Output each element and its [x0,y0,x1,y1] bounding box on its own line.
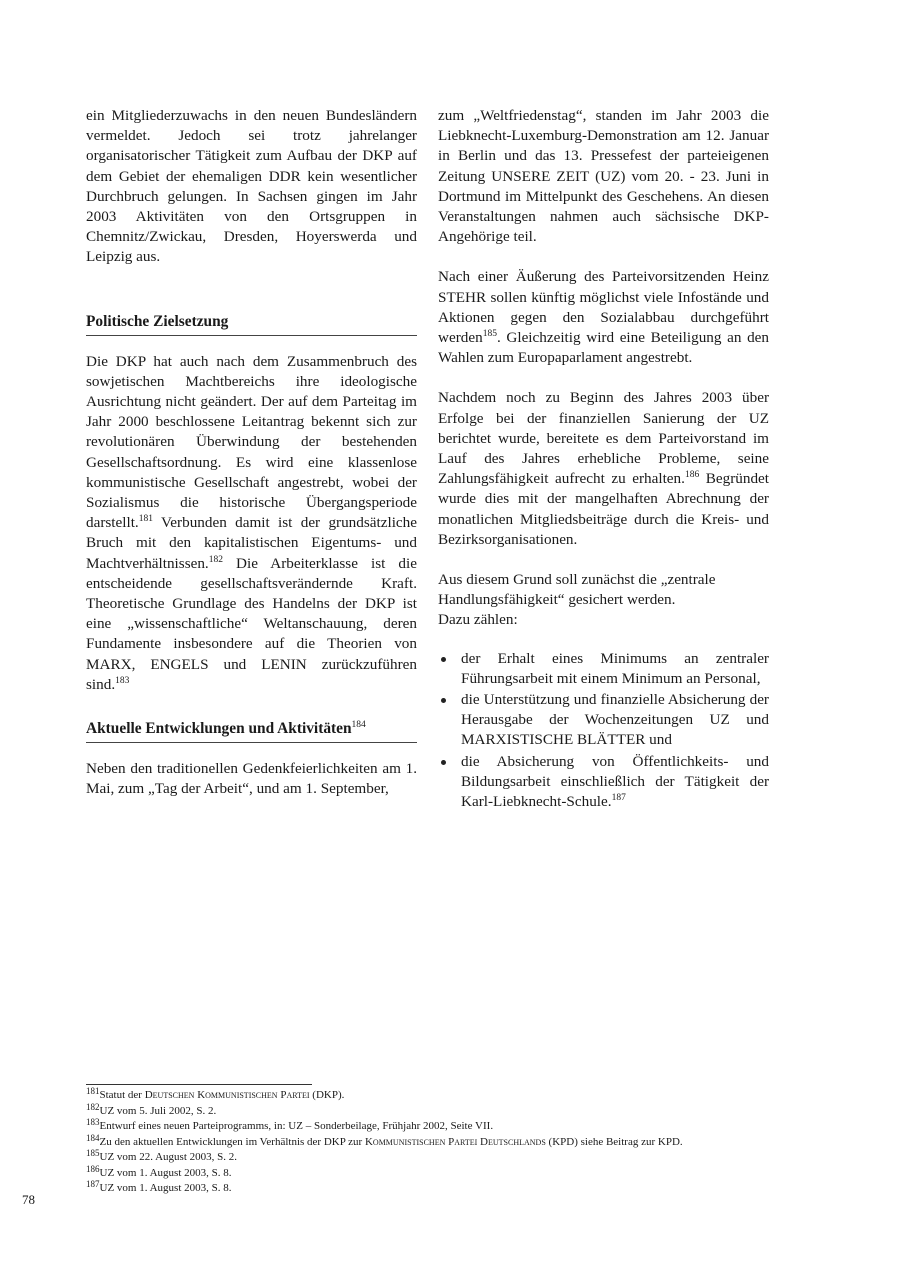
paragraph-capability: Aus diesem Grund soll zunächst die „zentrale Handlungsfähigkeit“ gesichert werden. Dazu zählen: [438,571,716,629]
footnote-ref-184[interactable]: 184 [351,720,366,731]
paragraph-membership: ein Mitgliederzuwachs in den neuen Bundesländern vermeldet. Jedoch sei trotz jahrelanger organisatorischer Tätigkeit zum Aufbau der DKP auf dem Gebiet der ehemaligen DDR kein wesentlicher Durchbruch gelungen. In Sachsen gingen im Jahr 2003 Aktivitäten von den Ortsgruppen in Chemnitz/Zwickau, Dresden, Hoyerswerda und Leipzig aus. [86,107,417,266]
footnote-ref-187[interactable]: 187 [611,793,626,804]
footnote-ref-181[interactable]: 181 [138,514,153,525]
footnote-183: $^{183}$Entwurf eines neuen Parteiprogramms, in: UZ – Sonderbeilage, Frühjahr 2002, Seite VII. [86,1117,494,1132]
section-heading-political-goals: Politische Zielsetzung [86,312,417,336]
footnote-divider [86,1084,312,1085]
footnote-185: $^{185}$UZ vom 22. August 2003, S. 2. [86,1148,238,1163]
bullet-icon [441,698,446,703]
list-item: die Unterstützung und finanzielle Absicherung der Herausgabe der Wochenzeitungen UZ und MARXISTISCHE BLÄTTER und [438,690,769,751]
paragraph-commemorations: Neben den traditionellen Gedenkfeierlichkeiten am 1. Mai, zum „Tag der Arbeit“, und am 1. September, [86,760,417,798]
footnote-ref-183[interactable]: 183 [115,675,130,686]
page-number: 78 [22,1192,35,1207]
footnote-184: $^{184}$Zu den aktuellen Entwicklungen im Verhältnis der DKP zur Kommunistischen Partei Deutschlands (KPD) siehe Beitrag zur KPD. [86,1132,683,1148]
bullet-icon [441,760,446,765]
paragraph-events: zum „Weltfriedenstag“, standen im Jahr 2003 die Liebknecht-Luxemburg-Demonstration am 12. Januar in Berlin und das 13. Pressefest der parteieigenen Zeitung UNSERE ZEIT (UZ) vom 20. - 23. Juni in Dortmund im Mittelpunkt des Geschehens. An diesen Veranstaltungen nahmen auch sächsische DKP-Angehörige teil. [438,107,769,246]
footnote-ref-186[interactable]: 186 [684,470,700,481]
footnote-186: $^{186}$UZ vom 1. August 2003, S. 8. [86,1163,232,1179]
footnote-182: $^{182}$UZ vom 5. Juli 2002, S. 2. [86,1101,217,1117]
section-heading-current-developments: Aktuelle Entwicklungen und Aktivitäten$^{184}$ [86,719,417,743]
footnotes [86,1084,816,1197]
footnote-ref-182[interactable]: 182 [208,554,223,565]
paragraph-finances: Nachdem noch zu Beginn des Jahres 2003 über Erfolge bei der finanziellen Sanierung der UZ berichtet wurde, bereitete es dem Parteivorstand im Lauf des Jahres erhebliche Probleme, seine Zahlungsfähigkeit aufrecht zu erhalten.$^{186}$ Begründet wurde dies mit der mangelhaften Abrechnung der monatlichen Mitgliedsbeiträge durch die Kreis- und Bezirksorganisationen. [438,389,769,548]
list-item: der Erhalt eines Minimums an zentraler Führungsarbeit mit einem Minimum an Personal, [438,649,769,689]
measures-list [438,649,769,813]
bullet-icon [441,657,446,662]
right-column [438,106,769,813]
left-column [86,106,417,799]
footnote-181: $^{181}$Statut der Deutschen Kommunistischen Partei (DKP). [86,1086,345,1101]
list-item: die Absicherung von Öffentlichkeits- und Bildungsarbeit einschließlich der Tätigkeit der Karl-Liebknecht-Schule.$^{187}$ [438,752,769,813]
paragraph-stehr-statement: Nach einer Äußerung des Parteivorsitzenden Heinz STEHR sollen künftig möglichst viele Infostände und Aktionen gegen den Sozialabbau durchgeführt werden$^{185}$. Gleichzeitig wird eine Beteiligung an den Wahlen zum Europaparlament angestrebt. [438,268,769,367]
footnote-187: $^{187}$UZ vom 1. August 2003, S. 8. [86,1179,232,1194]
paragraph-political-goals: Die DKP hat auch nach dem Zusammenbruch des sowjetischen Machtbereichs ihre ideologische Ausrichtung nicht geändert. Der auf dem Parteitag im Jahr 2000 beschlossene Leitantrag bekennt sich zur revolutionären Überwindung der bestehenden Gesellschaftsordnung. Es wird eine klassenlose kommunistische Gesellschaft angestrebt, wobei der Sozialismus die historische Übergangsperiode darstellt.$^{181}$ Verbunden damit ist der grundsätzliche Bruch mit den kapitalistischen Eigentums- und Machtverhältnissen.$^{182}$ Die Arbeiterklasse ist die entscheidende gesellschaftsverändernde Kraft. Theoretische Grundlage des Handelns der DKP ist eine „wissenschaftliche“ Weltanschauung, deren Fundamente insbesondere auf die Theorien von MARX, ENGELS und LENIN zurückzuführen sind.$^{183}$ [86,352,417,693]
footnote-ref-185[interactable]: 185 [482,329,497,340]
